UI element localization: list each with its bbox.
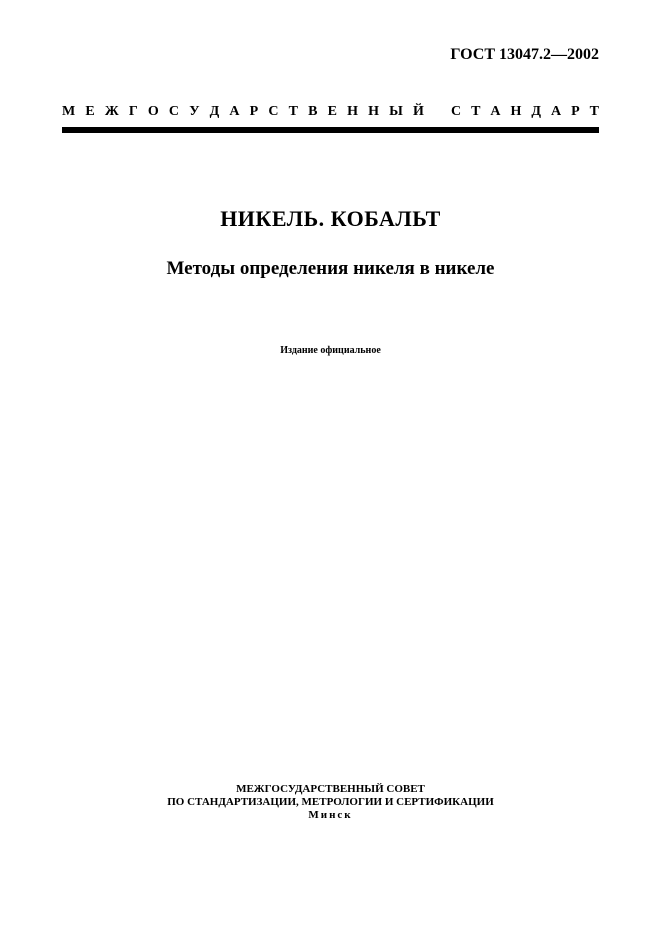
heading-letter: А xyxy=(490,104,501,119)
heading-letter: М xyxy=(62,104,76,119)
header-divider xyxy=(62,127,599,133)
heading-letter: С xyxy=(451,104,462,119)
heading-letter: Н xyxy=(368,104,379,119)
heading-letter: Е xyxy=(85,104,95,119)
standard-type-heading xyxy=(62,104,599,120)
heading-letter: Т xyxy=(288,104,298,119)
standard-type-word-1 xyxy=(62,104,424,120)
heading-letter: С xyxy=(168,104,180,119)
heading-letter: Т xyxy=(471,104,481,119)
heading-letter: Р xyxy=(249,104,259,119)
heading-letter: Й xyxy=(413,104,424,119)
heading-letter: О xyxy=(147,104,159,119)
heading-letter: Ы xyxy=(389,104,403,119)
edition-label: Издание официальное xyxy=(280,345,381,356)
heading-letter: А xyxy=(550,104,562,119)
heading-letter: Ж xyxy=(104,104,119,119)
standard-type-word-2 xyxy=(451,104,599,120)
heading-letter: Д xyxy=(209,104,220,119)
heading-letter: Н xyxy=(510,104,522,119)
document-title: НИКЕЛЬ. КОБАЛЬТ xyxy=(220,206,441,231)
heading-letter: Г xyxy=(128,104,138,119)
heading-letter: Е xyxy=(327,104,337,119)
heading-letter: Р xyxy=(571,104,580,119)
heading-letter: В xyxy=(308,104,318,119)
heading-letter: Д xyxy=(531,104,541,119)
publisher-line-2: ПО СТАНДАРТИЗАЦИИ, МЕТРОЛОГИИ И СЕРТИФИКАЦИИ xyxy=(167,796,494,808)
heading-letter: Н xyxy=(347,104,358,119)
heading-letter: А xyxy=(229,104,240,119)
document-subtitle: Методы определения никеля в никеле xyxy=(166,258,495,279)
publisher-city: Минск xyxy=(308,809,353,821)
heading-letter: У xyxy=(189,104,200,119)
heading-letter: С xyxy=(268,104,279,119)
publisher-line-1: МЕЖГОСУДАРСТВЕННЫЙ СОВЕТ xyxy=(236,783,425,795)
publisher-block xyxy=(0,783,661,822)
heading-letter: Т xyxy=(589,104,599,119)
gost-number: ГОСТ 13047.2—2002 xyxy=(450,46,599,63)
